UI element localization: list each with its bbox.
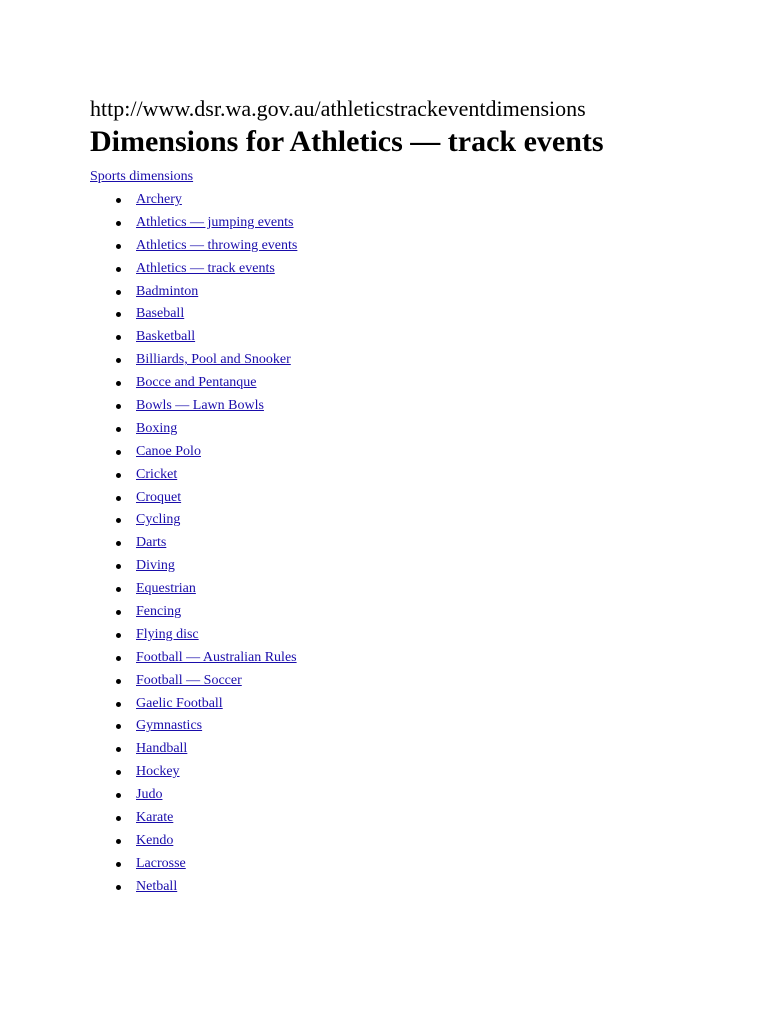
bullet-icon [116,335,121,340]
sport-link[interactable]: Croquet [136,489,182,505]
source-url: http://www.dsr.wa.gov.au/athleticstrackeventdimensions [90,96,586,121]
list-item [90,281,750,304]
sport-link[interactable]: Boxing [136,420,178,436]
list-item [90,761,750,784]
page-title: Dimensions for Athletics — track events [90,125,604,158]
sport-link[interactable]: Athletics — jumping events [136,214,294,230]
bullet-icon [116,450,121,455]
sport-link[interactable]: Netball [136,878,178,894]
bullet-icon [116,724,121,729]
list-item [90,715,750,738]
sport-link[interactable]: Athletics — throwing events [136,237,298,253]
sport-link[interactable]: Kendo [136,832,174,848]
bullet-icon [116,702,121,707]
list-item [90,372,750,395]
sport-link[interactable]: Equestrian [136,581,196,597]
sport-link[interactable]: Diving [136,558,175,574]
list-item [90,212,750,235]
bullet-icon [116,656,121,661]
bullet-icon [116,885,121,890]
bullet-icon [116,290,121,295]
bullet-icon [116,679,121,684]
sport-link[interactable]: Cricket [136,466,178,482]
list-item [90,853,750,876]
list-item [90,189,750,212]
list-item [90,441,750,464]
sport-link[interactable]: Karate [136,810,174,826]
sport-link[interactable]: Football — Soccer [136,672,242,688]
sport-link[interactable]: Baseball [136,306,185,322]
sport-link[interactable]: Hockey [136,764,180,780]
bullet-icon [116,541,121,546]
list-item [90,578,750,601]
list-item [90,784,750,807]
list-item [90,395,750,418]
sport-link[interactable]: Judo [136,787,163,803]
bullet-icon [116,473,121,478]
bullet-icon [116,564,121,569]
list-item [90,830,750,853]
list-item [90,303,750,326]
sport-link[interactable]: Basketball [136,329,196,345]
sport-link[interactable]: Billiards, Pool and Snooker [136,352,291,368]
list-item [90,532,750,555]
list-item [90,349,750,372]
sport-link[interactable]: Canoe Polo [136,443,201,459]
list-item [90,738,750,761]
bullet-icon [116,198,121,203]
bullet-icon [116,839,121,844]
sport-link[interactable]: Gaelic Football [136,695,223,711]
sport-link[interactable]: Bowls — Lawn Bowls [136,398,264,414]
bullet-icon [116,747,121,752]
sport-link[interactable]: Cycling [136,512,181,528]
sports-list [90,189,750,899]
list-item [90,326,750,349]
list-item [90,464,750,487]
bullet-icon [116,633,121,638]
sport-link[interactable]: Badminton [136,283,199,299]
bullet-icon [116,221,121,226]
sport-link[interactable]: Darts [136,535,167,551]
sport-link[interactable]: Archery [136,192,182,207]
sport-link[interactable]: Athletics — track events [136,260,275,276]
sport-link[interactable]: Lacrosse [136,855,186,871]
bullet-icon [116,381,121,386]
bullet-icon [116,770,121,775]
bullet-icon [116,610,121,615]
list-item [90,670,750,693]
list-item [90,624,750,647]
list-item [90,693,750,716]
sport-link[interactable]: Handball [136,741,188,757]
bullet-icon [116,496,121,501]
list-item [90,487,750,510]
sport-link[interactable]: Flying disc [136,626,199,642]
bullet-icon [116,312,121,317]
sports-dimensions-link[interactable]: Sports dimensions [90,169,194,184]
bullet-icon [116,244,121,249]
sport-link[interactable]: Football — Australian Rules [136,649,297,665]
list-item [90,876,750,899]
bullet-icon [116,587,121,592]
bullet-icon [116,427,121,432]
bullet-icon [116,816,121,821]
list-item [90,555,750,578]
list-item [90,807,750,830]
list-item [90,647,750,670]
list-item [90,601,750,624]
bullet-icon [116,518,121,523]
bullet-icon [116,862,121,867]
list-item [90,258,750,281]
bullet-icon [116,404,121,409]
list-item [90,509,750,532]
sport-link[interactable]: Gymnastics [136,718,203,734]
bullet-icon [116,267,121,272]
document-page [90,94,750,899]
bullet-icon [116,358,121,363]
bullet-icon [116,793,121,798]
sport-link[interactable]: Bocce and Pentanque [136,375,257,391]
list-item [90,235,750,258]
list-item [90,418,750,441]
sport-link[interactable]: Fencing [136,604,182,620]
